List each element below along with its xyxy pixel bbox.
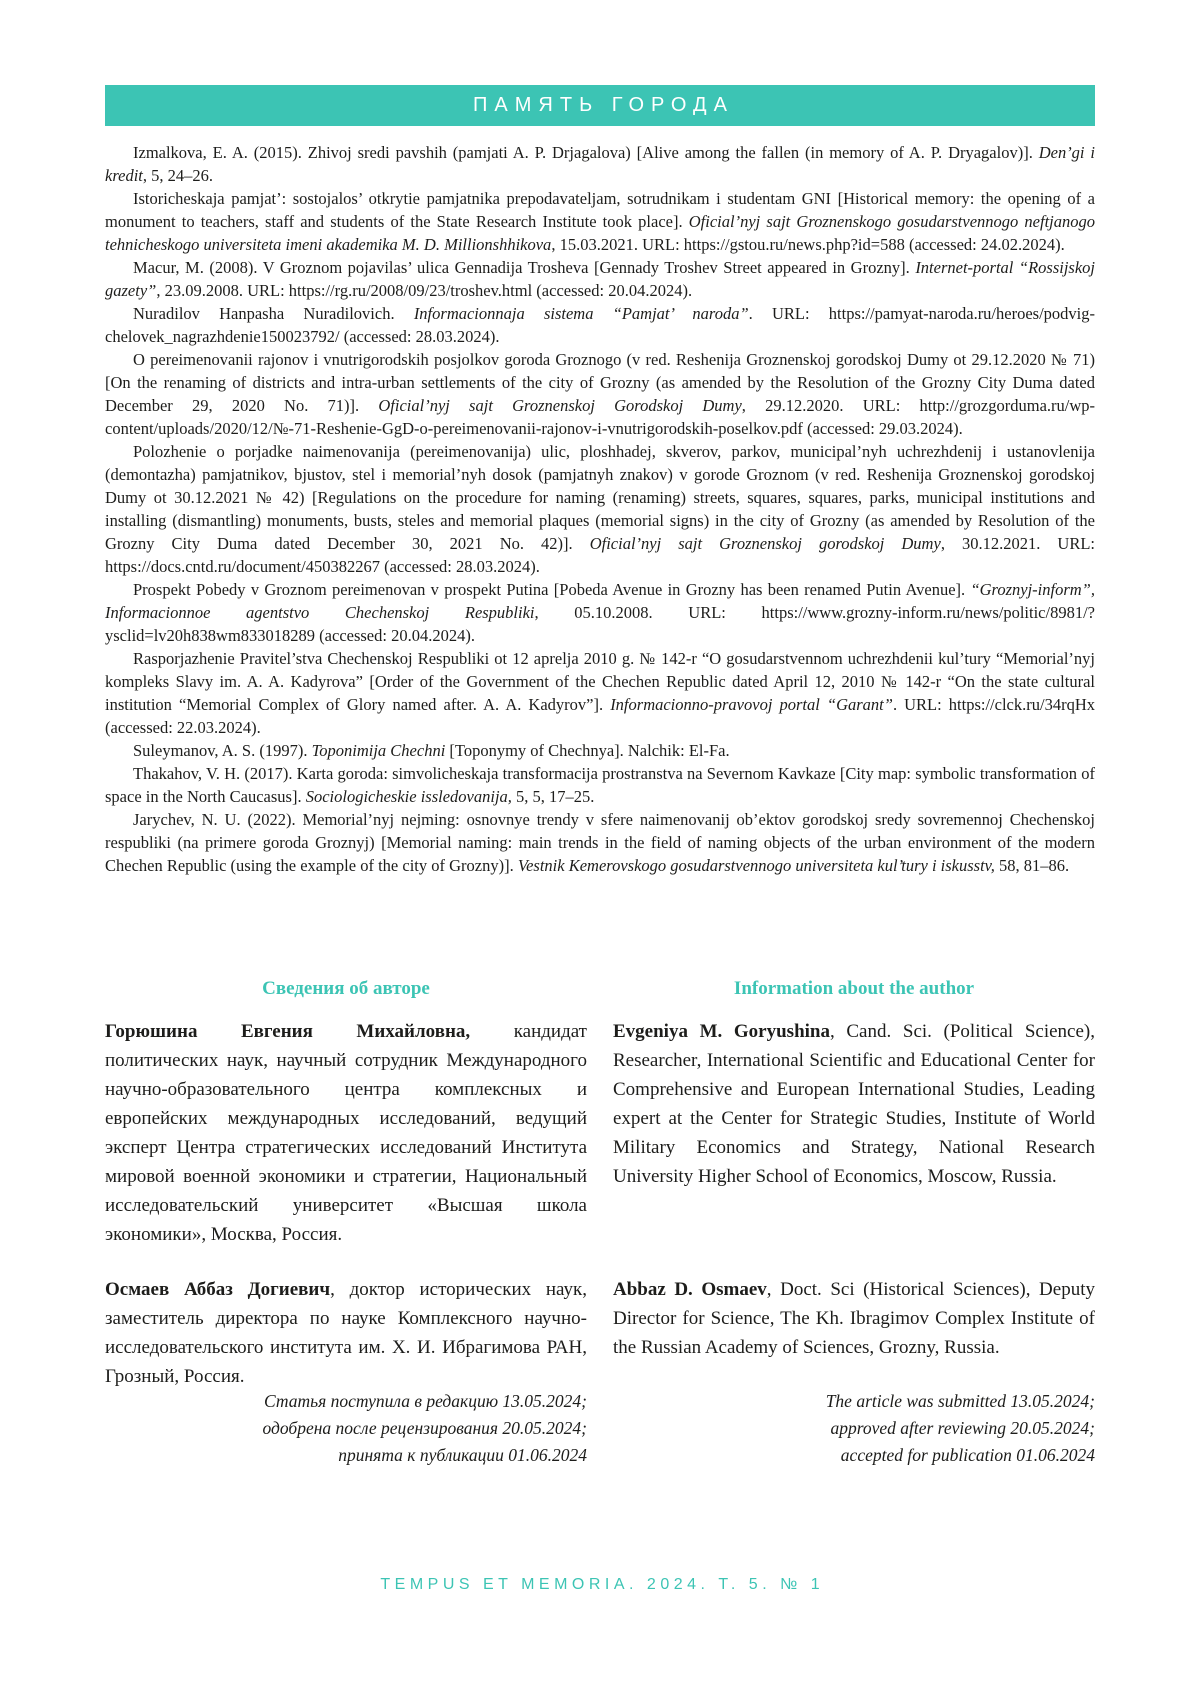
reference-text: [Toponymy of Chechnya]. Nalchik: El-Fa. bbox=[445, 741, 730, 760]
reference-text: . URL: https://clck.ru/34rqHx (accessed: 22.03.2024). bbox=[105, 695, 1095, 737]
reference-text: Polozhenie o porjadke naimenovanija (pereimenovanija) ulic, ploshhadej, skverov, parkov, municipal’nyh uchrezhdenij i ustanovlenija (demontazha) pamjatnikov, bjustov, stel i memorial’nyh dosok (pamjatnyh znakov) v gorode Groznom (v red. Reshenija Groznenskoj gorodskoj Dumy ot 30.12.2021 № 42) [Regulations on the procedure for naming (renaming) streets, squares, squares, parks, municipal institutions and installing (dismantling) monuments, busts, steles and memorial plaques (memorial signs) in the city of Grozny (as amended by Resolution of the Grozny City Duma dated December 30, 2021 No. 42)]. bbox=[105, 442, 1095, 553]
date-line-en-submitted: The article was submitted 13.05.2024; bbox=[825, 1391, 1095, 1411]
author-bio-ru-osmaev bbox=[105, 1275, 587, 1391]
reference-text: . URL: https://pamyat-naroda.ru/heroes/podvig-chelovek_nagrazhdenie150023792/ (accessed: 28.03.2024). bbox=[105, 304, 1095, 346]
author-bio-ru-goryushina bbox=[105, 1017, 587, 1249]
reference-entry bbox=[105, 256, 1095, 302]
reference-source-italic: Informacionno-pravovoj portal “Garant” bbox=[610, 695, 893, 714]
reference-text: Nuradilov Hanpasha Nuradilovich. bbox=[133, 304, 414, 323]
author-bio-en-osmaev bbox=[613, 1275, 1095, 1391]
reference-text: Prospekt Pobedy v Groznom pereimenovan v prospekt Putina [Pobeda Avenue in Grozny has been renamed Putin Avenue]. bbox=[133, 580, 971, 599]
reference-entry bbox=[105, 141, 1095, 187]
reference-text: Thakahov, V. H. (2017). Karta goroda: simvolicheskaja transformacija prostranstva na Severnom Kavkaze [City map: symbolic transformation of space in the North Caucasus]. bbox=[105, 764, 1095, 806]
reference-entry bbox=[105, 187, 1095, 256]
author-name-ru-osmaev: Осмаев Аббаз Догиевич bbox=[105, 1279, 331, 1300]
reference-source-italic: Internet-portal “Rossijskoj gazety” bbox=[105, 258, 1095, 300]
reference-text: , 05.10.2008. URL: https://www.grozny-inform.ru/news/politic/8981/?ysclid=lv20h838wm833018289 (accessed: 20.04.2024). bbox=[105, 603, 1095, 645]
author-details-en-goryushina: , Cand. Sci. (Political Science), Researcher, International Scientific and Educational Center for Comprehensive and European International Studies, Leading expert at the Center for Strategic Studies, Institute of World Military Economics and Strategy, National Research University Higher School of Economics, Moscow, Russia. bbox=[613, 1021, 1095, 1187]
reference-text: Rasporjazhenie Pravitel’stva Chechenskoj Respubliki ot 12 aprelja 2010 g. № 142-r “O gosudarstvennom uchrezhdenii kul’tury “Memorial’nyj kompleks Slavy im. A. A. Kadyrova” [Order of the Government of the Chechen Republic dated April 12, 2010 № 142-r “On the state cultural institution “Memorial Complex of Glory named after. A. A. Kadyrov”]. bbox=[105, 649, 1095, 714]
reference-source-italic: Vestnik Kemerovskogo gosudarstvennogo universiteta kul’tury i iskusstv, bbox=[517, 856, 995, 875]
submission-dates bbox=[105, 1388, 1095, 1469]
date-line-ru-accepted: принята к публикации 01.06.2024 bbox=[338, 1445, 587, 1465]
reference-text: 5, 5, 17–25. bbox=[511, 787, 595, 806]
reference-entry bbox=[105, 440, 1095, 578]
reference-text: , 15.03.2021. URL: https://gstou.ru/news.php?id=588 (accessed: 24.02.2024). bbox=[551, 235, 1065, 254]
section-banner bbox=[105, 85, 1095, 126]
reference-text: Macur, M. (2008). V Groznom pojavilas’ ulica Gennadija Trosheva [Gennady Troshev Street appeared in Grozny]. bbox=[133, 258, 916, 277]
reference-source-italic: Informacionnaja sistema “Pamjat’ naroda” bbox=[413, 304, 749, 323]
journal-footer-text: TEMPUS ET MEMORIA. 2024. Т. 5. № 1 bbox=[380, 1576, 825, 1593]
reference-text: , 29.12.2020. URL: http://grozgorduma.ru/wp-content/uploads/2020/12/№-71-Reshenie-GgD-o-pereimenovanii-rajonov-i-vnutrigorodskih-poselkov.pdf (accessed: 29.03.2024). bbox=[105, 396, 1096, 438]
reference-source-italic: Sociologicheskie issledovanija, bbox=[305, 787, 512, 806]
author-name-en-osmaev: Abbaz D. Osmaev bbox=[613, 1279, 767, 1300]
section-banner-title: ПАМЯТЬ ГОРОДА bbox=[473, 94, 734, 116]
dates-ru bbox=[105, 1388, 587, 1469]
date-line-en-accepted: accepted for publication 01.06.2024 bbox=[840, 1445, 1095, 1465]
reference-entry bbox=[105, 762, 1095, 808]
author-details-ru-goryushina: кандидат политических наук, научный сотрудник Международного научно-образовательного центра комплексных и европейских международных исследований, ведущий эксперт Центра стратегических исследований Института мировой военной экономики и стратегии, Национальный исследовательский университет «Высшая школа экономики», Москва, Россия. bbox=[105, 1021, 587, 1245]
reference-source-italic: Oficial’nyj sajt Groznenskoj Gorodskoj Dumy bbox=[378, 396, 742, 415]
reference-entry bbox=[105, 739, 1095, 762]
authors-ru-heading: Сведения об авторе bbox=[262, 978, 430, 999]
reference-text: , 5, 24–26. bbox=[142, 166, 213, 185]
reference-source-italic: Oficial’nyj sajt Groznenskoj gorodskoj Dumy bbox=[589, 534, 941, 553]
reference-text: Jarychev, N. U. (2022). Memorial’nyj nejming: osnovnye trendy v sfere naimenovanij ob’ektov gorodskoj sredy sovremennoj Chechenskoj respubliki (na primere goroda Groznyj) [Memorial naming: main trends in the field of naming objects of the urban environment of the modern Chechen Republic (using the example of the city of Grozny)]. bbox=[105, 810, 1095, 875]
references-list bbox=[105, 141, 1095, 877]
reference-entry bbox=[105, 302, 1095, 348]
author-bio-en-goryushina bbox=[613, 1017, 1095, 1249]
journal-footer bbox=[0, 1576, 1200, 1594]
reference-entry bbox=[105, 647, 1095, 739]
reference-entry bbox=[105, 578, 1095, 647]
reference-source-italic: Toponimija Chechni bbox=[311, 741, 446, 760]
authors-en-heading: Information about the author bbox=[733, 978, 975, 999]
date-line-en-approved: approved after reviewing 20.05.2024; bbox=[830, 1418, 1095, 1438]
date-line-ru-submitted: Статья поступила в редакцию 13.05.2024; bbox=[264, 1391, 587, 1411]
reference-entry bbox=[105, 348, 1095, 440]
reference-source-italic: “Groznyj-inform”, Informacionnoe agentstvo Chechenskoj Respubliki bbox=[105, 580, 1095, 622]
reference-source-italic: Oficial’nyj sajt Groznenskogo gosudarstvennogo neftjanogo tehnicheskogo universiteta imeni akademika M. D. Millionshhikova bbox=[105, 212, 1096, 254]
author-details-ru-osmaev: , доктор исторических наук, заместитель директора по науке Комплексного научно-исследовательского института им. Х. И. Ибрагимова РАН, Грозный, Россия. bbox=[105, 1279, 587, 1387]
reference-text: 58, 81–86. bbox=[994, 856, 1070, 875]
reference-text: Izmalkova, E. A. (2015). Zhivoj sredi pavshih (pamjati A. P. Drjagalova) [Alive among the fallen (in memory of A. P. Dryagalov)]. bbox=[133, 143, 1039, 162]
reference-text: Istoricheskaja pamjat’: sostojalos’ otkrytie pamjatnika prepodavateljam, sotrudnikam i studentam GNI [Historical memory: the opening of a monument to teachers, staff and students of the State Research Institute took place]. bbox=[105, 189, 1095, 231]
reference-text: , 23.09.2008. URL: https://rg.ru/2008/09/23/troshev.html (accessed: 20.04.2024). bbox=[156, 281, 693, 300]
author-name-ru-goryushina: Горюшина Евгения Михайловна, bbox=[105, 1021, 471, 1042]
dates-en bbox=[613, 1388, 1095, 1469]
author-details-en-osmaev: , Doct. Sci (Historical Sciences), Deputy Director for Science, The Kh. Ibragimov Complex Institute of the Russian Academy of Sciences, Grozny, Russia. bbox=[613, 1279, 1095, 1358]
authors-section bbox=[105, 978, 1095, 1417]
reference-entry bbox=[105, 808, 1095, 877]
reference-text: , 30.12.2021. URL: https://docs.cntd.ru/document/450382267 (accessed: 28.03.2024). bbox=[105, 534, 1095, 576]
author-name-en-goryushina: Evgeniya M. Goryushina bbox=[613, 1021, 830, 1042]
date-line-ru-approved: одобрена после рецензирования 20.05.2024; bbox=[262, 1418, 587, 1438]
reference-text: Suleymanov, A. S. (1997). bbox=[133, 741, 312, 760]
reference-text: O pereimenovanii rajonov i vnutrigorodskih posjolkov goroda Groznogo (v red. Reshenija Groznenskoj gorodskoj Dumy ot 29.12.2020 № 71) [On the renaming of districts and intra-urban settlements of the city of Grozny (as amended by the Resolution of the Grozny City Duma dated December 29, 2020 No. 71)]. bbox=[105, 350, 1095, 415]
reference-source-italic: Den’gi i kredit bbox=[105, 143, 1095, 185]
